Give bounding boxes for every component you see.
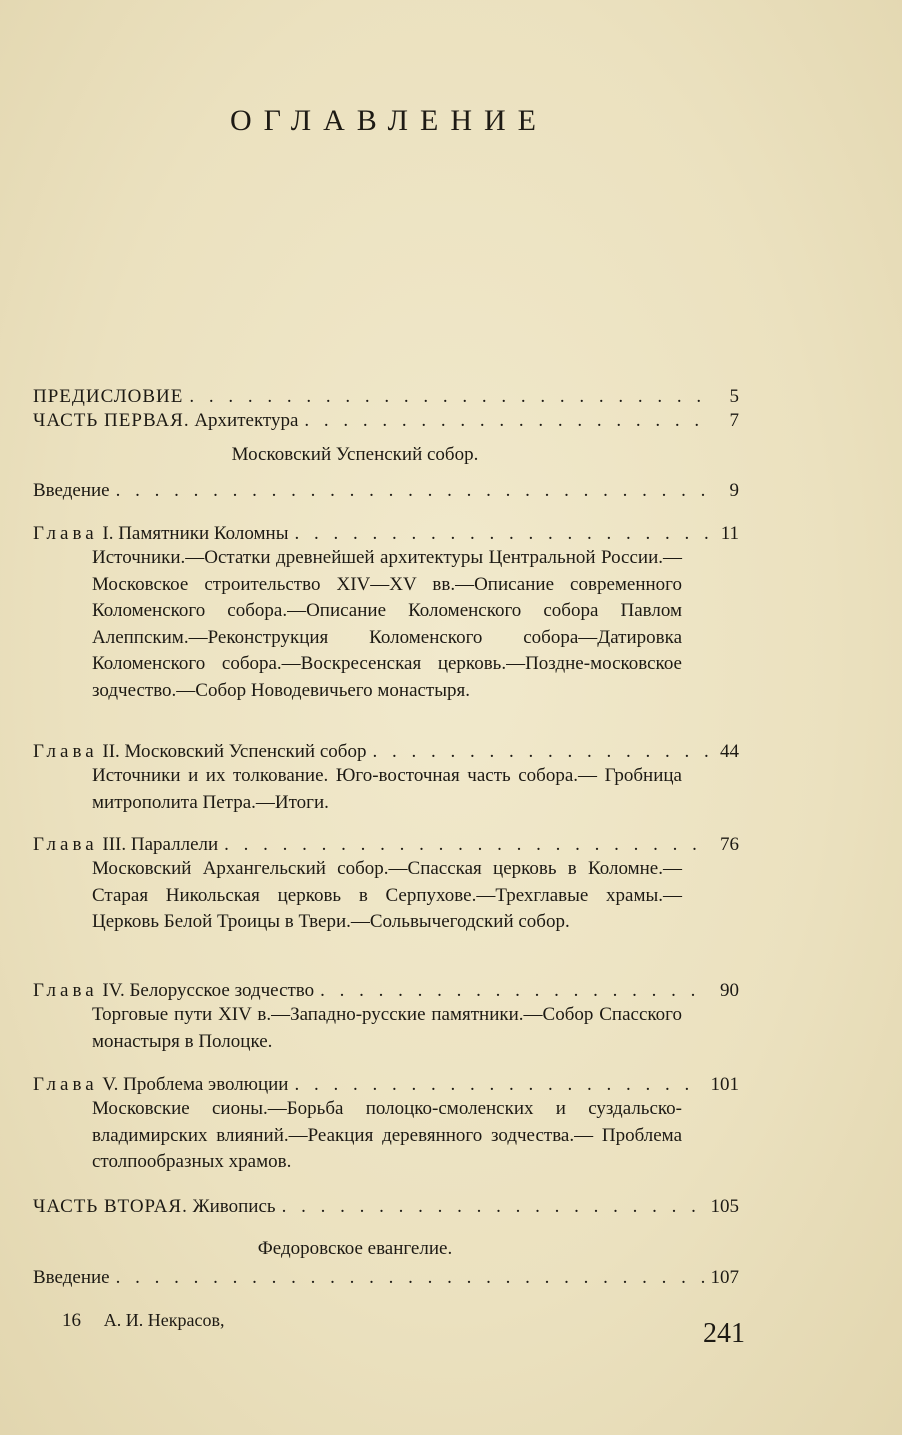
leader-dots [372, 741, 709, 763]
leader-dots [294, 523, 709, 545]
toc-entry-intro2 [33, 1267, 739, 1289]
leader-dots [116, 1267, 705, 1289]
toc-label: V. Проблема эволюции [102, 1074, 289, 1095]
chapter-prefix: Глава [33, 980, 98, 1001]
toc-entry-part1 [33, 410, 739, 432]
toc-page: 105 [710, 1196, 739, 1217]
toc-label: II. Московский Успенский собор [102, 741, 367, 762]
toc-entry-preface [33, 386, 739, 408]
toc-label: III. Параллели [102, 834, 219, 855]
toc-page: 107 [710, 1267, 739, 1288]
toc-subtitle: Архитектура [194, 410, 299, 431]
toc-entry-intro1 [33, 480, 739, 502]
leader-dots [304, 410, 709, 432]
toc-page: 7 [729, 410, 739, 431]
leader-dots [224, 834, 709, 856]
toc-page: 9 [729, 480, 739, 501]
chapter-description: Московский Архангельский собор.—Спасская церковь в Коломне.—Старая Никольская церковь в Серпухове.—Трехглавые храмы.—Церковь Белой Троицы в Твери.—Сольвычегодский собор. [92, 858, 682, 932]
toc-entry-part2 [33, 1196, 739, 1218]
toc-entry-ch3 [33, 834, 739, 856]
leader-dots [294, 1074, 704, 1096]
page-title: ОГЛАВЛЕНИЕ [230, 104, 548, 137]
chapter-prefix: Глава [33, 523, 98, 544]
chapter-prefix: Глава [33, 1074, 98, 1095]
toc-page: 11 [720, 523, 739, 544]
printer-signature [62, 1310, 224, 1332]
toc-label: Введение [33, 1267, 110, 1288]
leader-dots [282, 1196, 705, 1218]
toc-entry-ch4 [33, 980, 739, 1002]
leader-dots [320, 980, 709, 1002]
chapter-description: Московские сионы.—Борьба полоцко-смоленских и суздальско-владимирских влияний.—Реакция деревянного зодчества.— Проблема столпообразных храмов. [92, 1098, 682, 1172]
chapter-prefix: Глава [33, 834, 98, 855]
toc-page: 44 [720, 741, 739, 762]
toc-subtitle: Живопись [192, 1196, 276, 1217]
toc-label: IV. Белорусское зодчество [102, 980, 315, 1001]
chapter-description: Источники и их толкование. Юго-восточная часть собора.— Гробница митрополита Петра.—Итоги. [92, 765, 682, 813]
toc-page: 76 [720, 834, 739, 855]
toc-entry-ch5 [33, 1074, 739, 1096]
section-heading: Московский Успенский собор. [231, 444, 479, 465]
leader-dots [189, 386, 709, 408]
chapter-description: Источники.—Остатки древнейшей архитектуры Центральной России.—Московское строительство XIV—XV вв.—Описание современного Коломенского собора.—Описание Коломенского собора Павлом Алеппским.—Реконструкция Коломенского собора—Датировка Коломенского собора.—Воскресенская церковь.—Поздне-московское зодчество.—Собор Новодевичьего монастыря. [92, 547, 682, 701]
toc-page: 90 [720, 980, 739, 1001]
toc-label: Введение [33, 480, 110, 501]
toc-page: 101 [710, 1074, 739, 1095]
section-heading: Федоровское евангелие. [257, 1238, 453, 1259]
chapter-description: Торговые пути XIV в.—Западно-русские памятники.—Собор Спасского монастыря в Полоцке. [92, 1004, 682, 1052]
toc-label: ПРЕДИСЛОВИЕ [33, 386, 184, 407]
leader-dots [116, 480, 709, 502]
toc-page: 5 [729, 386, 739, 407]
chapter-prefix: Глава [33, 741, 98, 762]
toc-label: I. Памятники Коломны [102, 523, 289, 544]
toc-label: ЧАСТЬ ПЕРВАЯ. [33, 410, 190, 431]
signature-number: 16 [62, 1310, 81, 1331]
signature-author: А. И. Некрасов, [103, 1310, 225, 1330]
page-number: 241 [703, 1318, 745, 1349]
toc-label: ЧАСТЬ ВТОРАЯ. [33, 1196, 188, 1217]
toc-entry-ch1 [33, 523, 739, 545]
toc-entry-ch2 [33, 741, 739, 763]
